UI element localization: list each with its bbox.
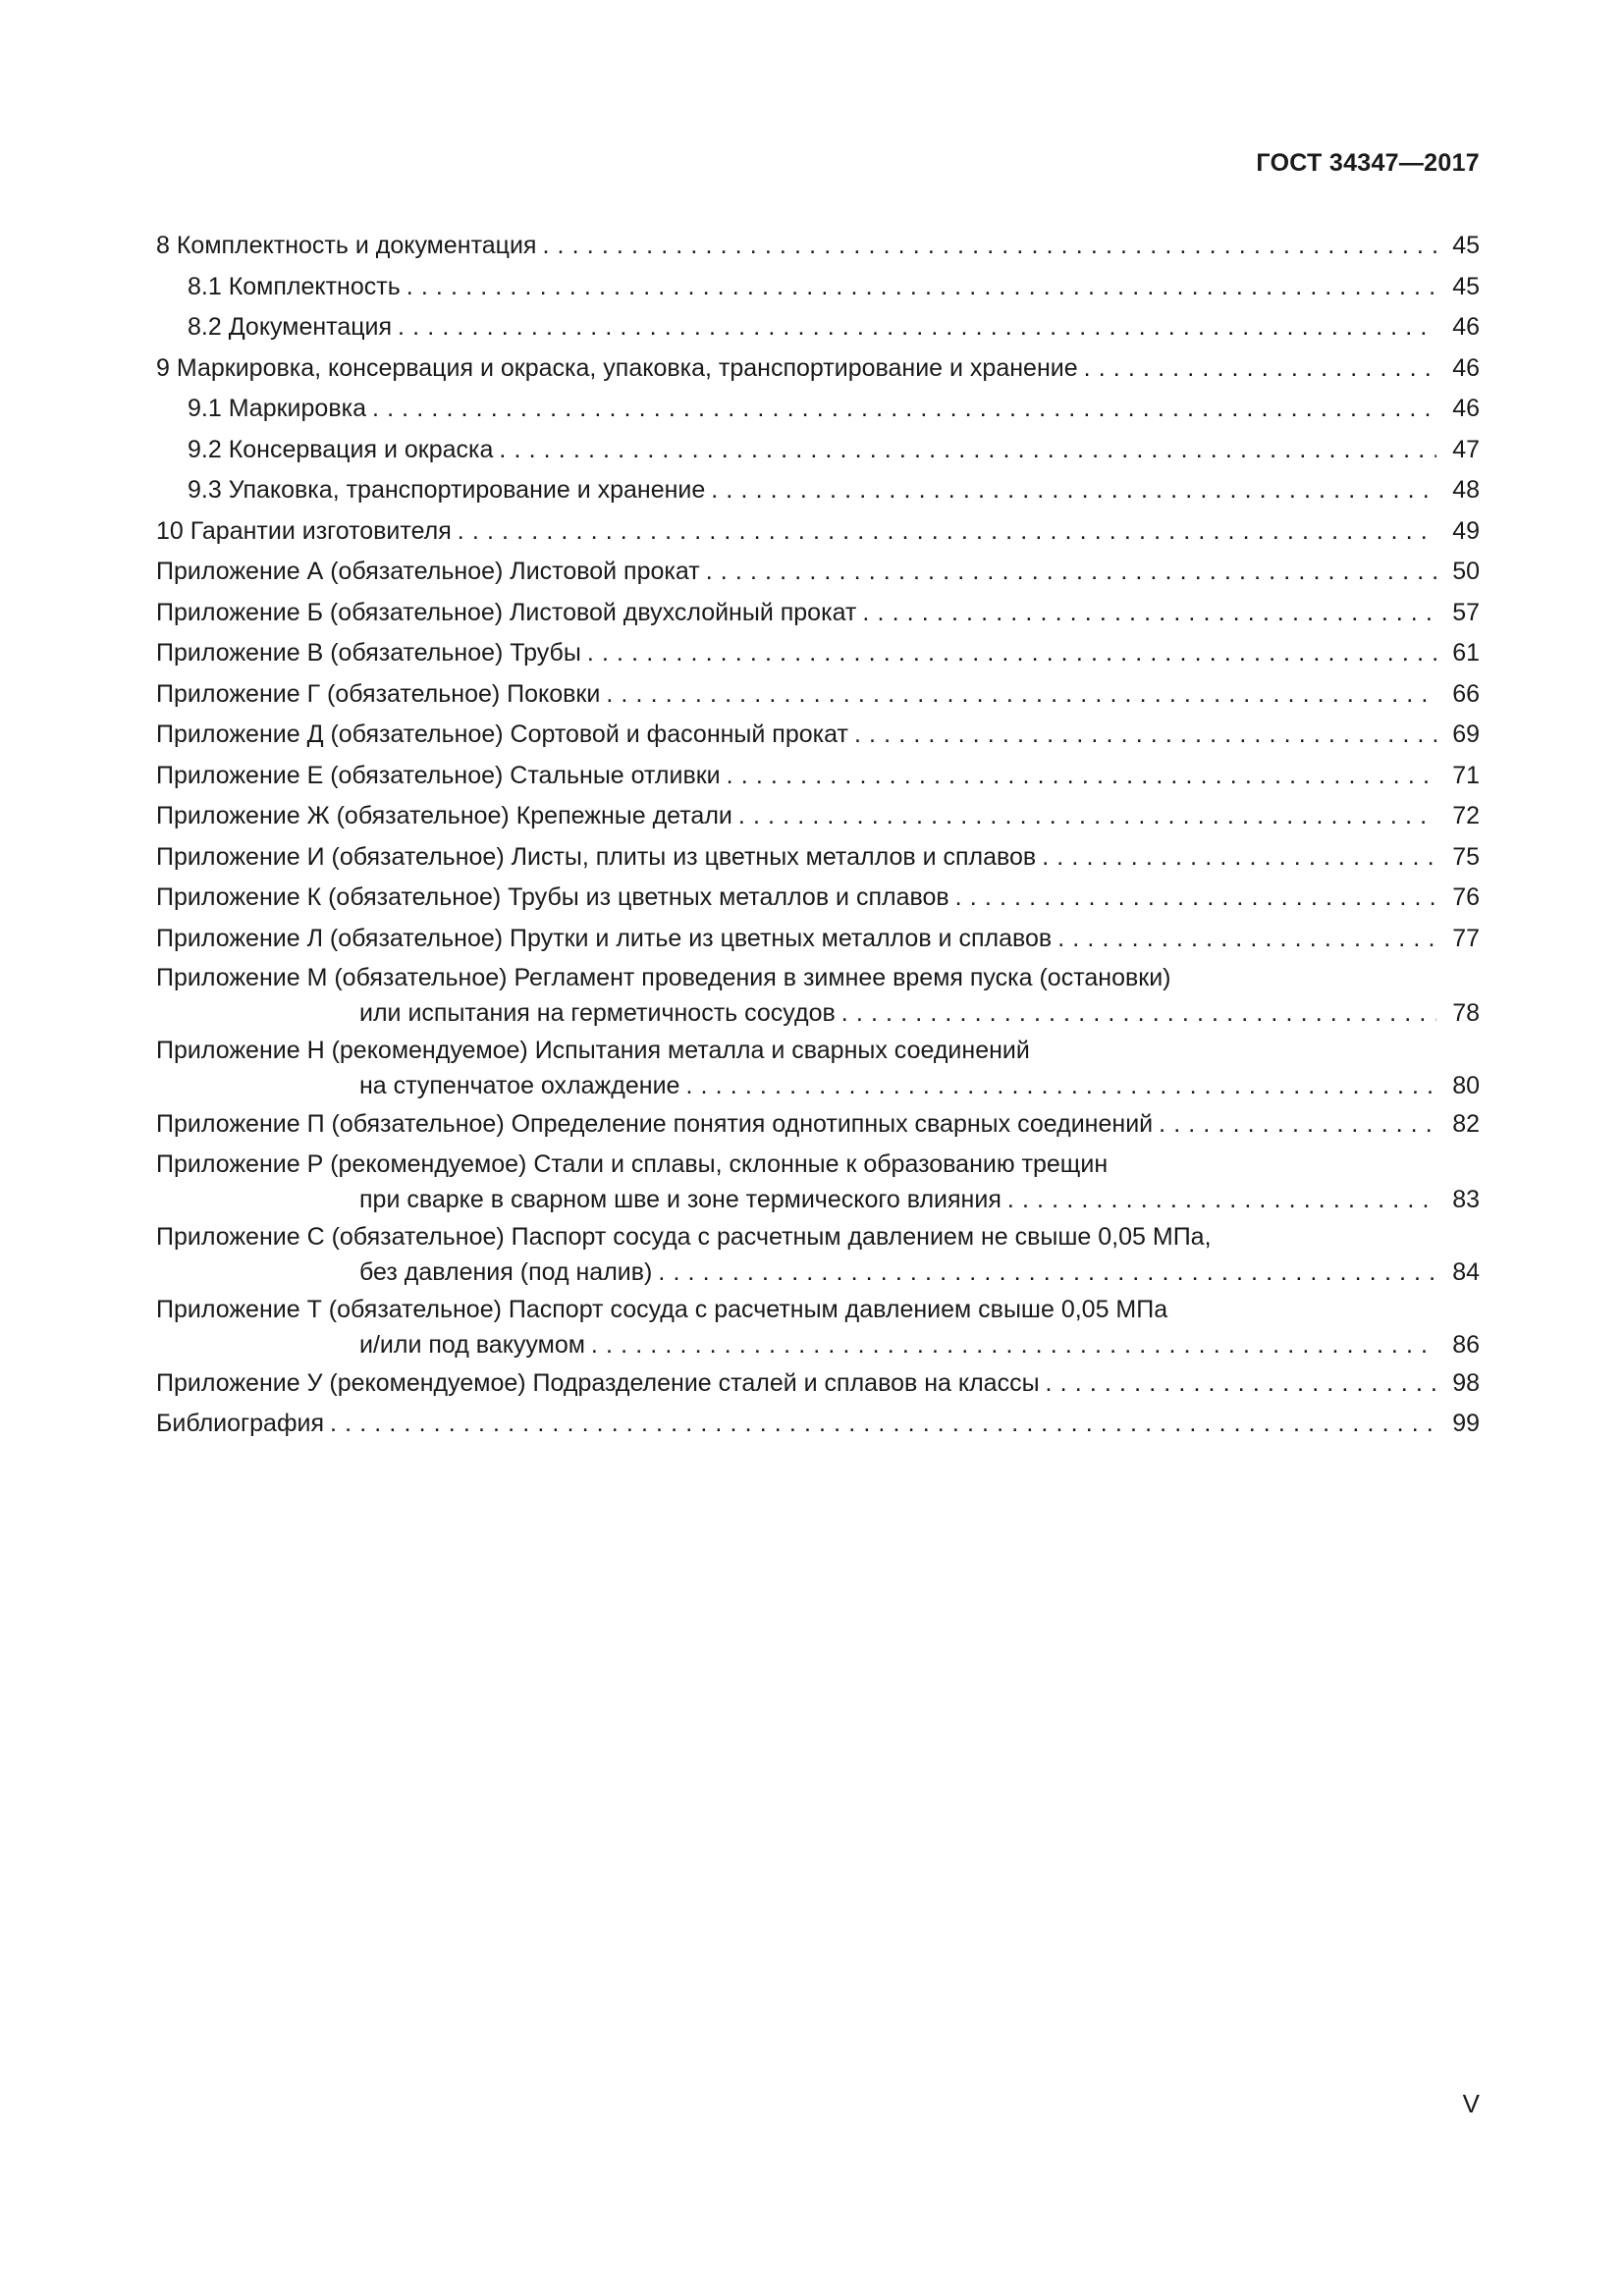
toc-page-number: 45 [1452, 232, 1480, 259]
toc-page-number: 46 [1452, 313, 1480, 341]
toc-entry-title: 8.1 Комплектность [188, 267, 401, 308]
toc-entry-title: 9.2 Консервация и окраска [188, 430, 493, 471]
toc-page-number: 45 [1452, 272, 1480, 300]
toc-page-number: 49 [1452, 516, 1480, 545]
toc-entry[interactable] [156, 715, 1480, 756]
toc-entry-title: Приложение К (обязательное) Трубы из цветных металлов и сплавов [156, 878, 949, 919]
toc-entry-title: Приложение Ж (обязательное) Крепежные детали [156, 796, 732, 837]
toc-entry-title: Приложение А (обязательное) Листовой прокат [156, 552, 700, 593]
document-code-header: ГОСТ 34347—2017 [1256, 149, 1480, 177]
toc-page-number: 84 [1452, 1257, 1480, 1286]
dot-leader [1078, 348, 1436, 390]
toc-entry[interactable] [156, 837, 1480, 879]
toc-entry-title: 8.2 Документация [188, 307, 392, 348]
toc-entry[interactable] [156, 1291, 1480, 1363]
toc-entry-title: Приложение Н (рекомендуемое) Испытания металла и сварных соединений [156, 1037, 1030, 1064]
toc-entry-title: 8 Комплектность и документация [156, 226, 536, 267]
dot-leader [652, 1254, 1436, 1291]
toc-entry-title: Приложение И (обязательное) Листы, плиты из цветных металлов и сплавов [156, 837, 1036, 879]
toc-entry-title: Приложение Е (обязательное) Стальные отливки [156, 756, 721, 797]
toc-page-number: 61 [1452, 639, 1480, 667]
toc-page-number: 77 [1452, 924, 1480, 952]
dot-leader [679, 1067, 1436, 1104]
toc-entry-title: 9 Маркировка, консервация и окраска, упаковка, транспортирование и хранение [156, 348, 1078, 390]
toc-page-number: 75 [1452, 842, 1480, 871]
toc-entry-continuation: без давления (под налив) [156, 1254, 652, 1291]
dot-leader [1036, 837, 1436, 879]
toc-entry[interactable] [156, 796, 1480, 837]
toc-page-number: 48 [1452, 476, 1480, 504]
toc-page-number: 82 [1452, 1110, 1480, 1138]
toc-entry-title: Приложение Т (обязательное) Паспорт сосуда с расчетным давлением свыше 0,05 МПа [156, 1295, 1168, 1323]
toc-entry-continuation: на ступенчатое охлаждение [156, 1067, 679, 1104]
dot-leader [536, 226, 1436, 267]
toc-entry-title: Приложение Б (обязательное) Листовой двухслойный прокат [156, 593, 856, 634]
dot-leader [324, 1404, 1436, 1445]
toc-entry[interactable] [156, 1032, 1480, 1104]
dot-leader [585, 1326, 1436, 1363]
toc-entry[interactable] [156, 633, 1480, 674]
toc-entry[interactable] [156, 348, 1480, 390]
dot-leader [1001, 1181, 1436, 1218]
toc-entry-title: Приложение С (обязательное) Паспорт сосуда с расчетным давлением не свыше 0,05 МПа, [156, 1222, 1212, 1251]
toc-entry[interactable] [156, 1146, 1480, 1218]
toc-entry-title: Приложение Г (обязательное) Поковки [156, 674, 600, 716]
toc-entry[interactable] [156, 593, 1480, 634]
dot-leader [493, 430, 1436, 471]
toc-entry-title: Библиография [156, 1404, 324, 1445]
dot-leader [949, 878, 1436, 919]
dot-leader [392, 307, 1436, 348]
toc-entry-title: 9.3 Упаковка, транспортирование и хранение [188, 470, 705, 511]
toc-entry-continuation: при сварке в сварном шве и зоне термического влияния [156, 1181, 1001, 1218]
toc-entry[interactable] [156, 389, 1480, 430]
dot-leader [836, 994, 1436, 1032]
toc-entry-title: 10 Гарантии изготовителя [156, 511, 452, 553]
toc-entry-title: Приложение Л (обязательное) Прутки и литье из цветных металлов и сплавов [156, 919, 1052, 960]
dot-leader [856, 593, 1436, 634]
toc-page-number: 99 [1452, 1410, 1480, 1437]
toc-entry[interactable] [156, 552, 1480, 593]
dot-leader [700, 552, 1436, 593]
toc-page-number: 80 [1452, 1072, 1480, 1099]
dot-leader [452, 511, 1436, 553]
dot-leader [366, 389, 1436, 430]
toc-entry[interactable] [156, 756, 1480, 797]
dot-leader [401, 267, 1436, 308]
dot-leader [581, 633, 1436, 674]
toc-page-number: 72 [1452, 802, 1480, 829]
toc-page-number: 47 [1452, 435, 1480, 463]
toc-entry[interactable] [156, 674, 1480, 716]
toc-entry[interactable] [156, 307, 1480, 348]
toc-entry-title: Приложение Р (рекомендуемое) Стали и сплавы, склонные к образованию трещин [156, 1149, 1109, 1178]
dot-leader [721, 756, 1436, 797]
toc-entry-title: Приложение В (обязательное) Трубы [156, 633, 581, 674]
dot-leader [848, 715, 1436, 756]
toc-page-number: 98 [1452, 1368, 1480, 1397]
toc-page-number: 57 [1452, 598, 1480, 626]
toc-page-number: 71 [1452, 761, 1480, 789]
toc-entry-continuation: и/или под вакуумом [156, 1326, 585, 1363]
dot-leader [705, 470, 1436, 511]
dot-leader [1153, 1104, 1436, 1146]
toc-page-number: 50 [1452, 558, 1480, 585]
dot-leader [732, 796, 1436, 837]
toc-page-number: 66 [1452, 679, 1480, 708]
toc-entry[interactable] [156, 226, 1480, 267]
toc-entry[interactable] [156, 1363, 1480, 1405]
page-number-footer: V [1462, 2089, 1480, 2118]
toc-entry[interactable] [156, 1104, 1480, 1146]
toc-entry[interactable] [156, 1404, 1480, 1445]
toc-entry[interactable] [156, 511, 1480, 553]
toc-entry[interactable] [156, 919, 1480, 960]
toc-entry[interactable] [156, 878, 1480, 919]
toc-entry[interactable] [156, 430, 1480, 471]
toc-entry-title: 9.1 Маркировка [188, 389, 366, 430]
dot-leader [600, 674, 1436, 716]
toc-entry-title: Приложение У (рекомендуемое) Подразделение сталей и сплавов на классы [156, 1363, 1040, 1405]
toc-page-number: 46 [1452, 395, 1480, 422]
table-of-contents [156, 226, 1480, 1445]
toc-entry[interactable] [156, 470, 1480, 511]
toc-page-number: 78 [1452, 999, 1480, 1027]
toc-entry[interactable] [156, 1218, 1480, 1291]
toc-entry-title: Приложение М (обязательное) Регламент проведения в зимнее время пуска (остановки) [156, 964, 1171, 991]
toc-entry-title: Приложение П (обязательное) Определение понятия однотипных сварных соединений [156, 1104, 1153, 1146]
toc-entry[interactable] [156, 267, 1480, 308]
toc-page-number: 86 [1452, 1330, 1480, 1359]
toc-page-number: 83 [1452, 1185, 1480, 1213]
dot-leader [1040, 1363, 1436, 1405]
toc-entry[interactable] [156, 959, 1480, 1032]
toc-entry-continuation: или испытания на герметичность сосудов [156, 994, 836, 1032]
toc-entry-title: Приложение Д (обязательное) Сортовой и фасонный прокат [156, 715, 848, 756]
toc-page-number: 46 [1452, 353, 1480, 382]
dot-leader [1052, 919, 1436, 960]
toc-page-number: 69 [1452, 721, 1480, 748]
toc-page-number: 76 [1452, 883, 1480, 911]
